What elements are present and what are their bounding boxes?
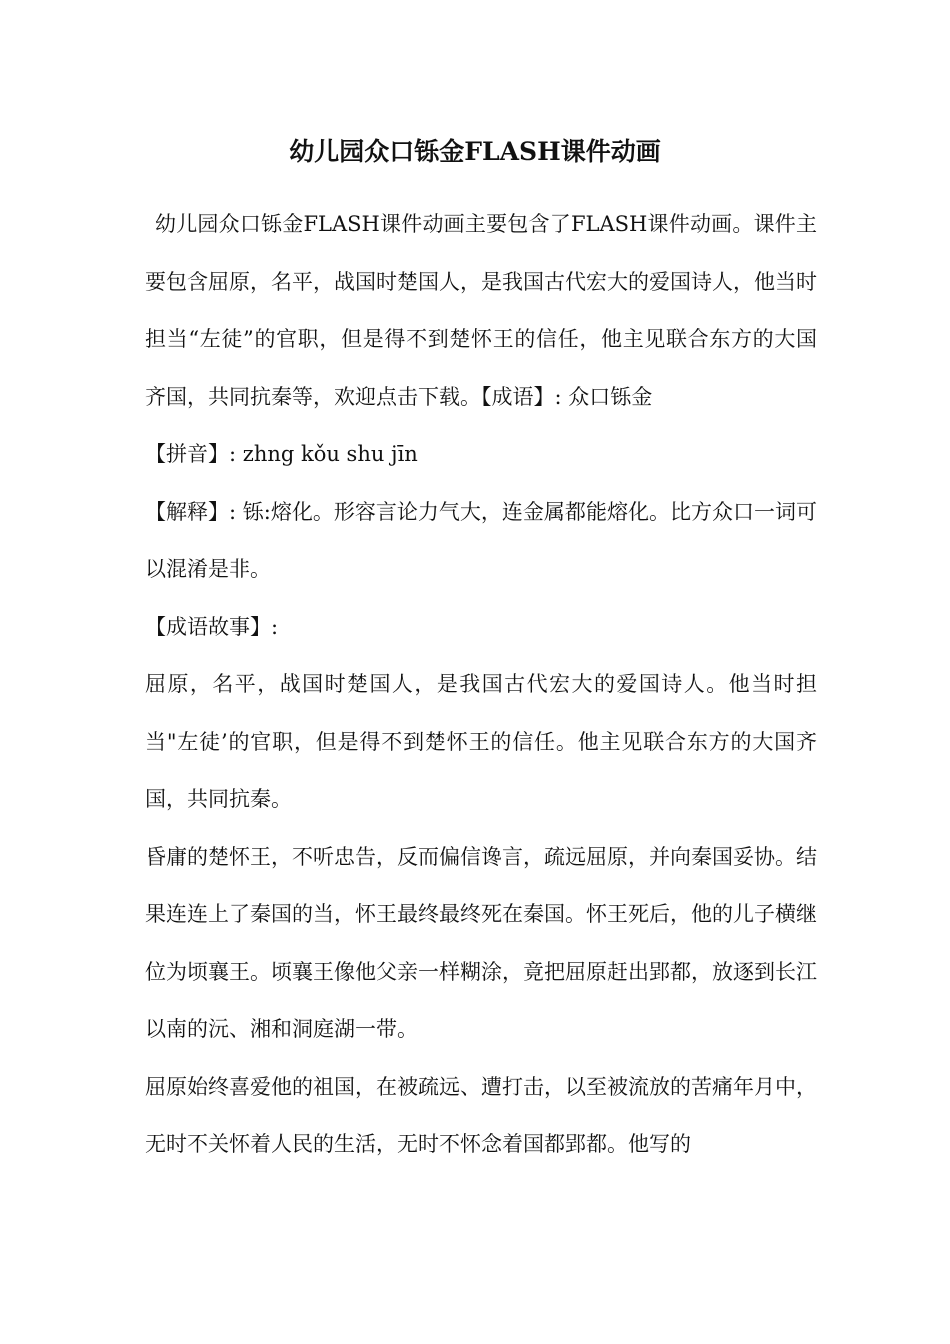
explanation-paragraph: 【解释】: 铄:熔化。形容言论力气大，连金属都能熔化。比方众口一词可以混淆是非。 — [145, 499, 817, 581]
intro-paragraph: 幼儿园众口铄金FLASH课件动画主要包含了FLASH课件动画。课件主要包含屈原，名平，战国时楚国人，是我国古代宏大的爱国诗人，他当时担当“左徒”的官职，但是得不到楚怀王的信任，他主见联合东方的大国齐国，共同抗秦等，欢迎点击下载。【成语】: 众口铄金 — [145, 212, 817, 409]
pinyin-paragraph: 【拼音】: zhng kǒu shu jīn — [145, 442, 418, 466]
story-paragraph-2: 昏庸的楚怀王，不听忠告，反而偏信谗言，疏远屈原，并向秦国妥协。结果连连上了秦国的当，怀王最终最终死在秦国。怀王死后，他的儿子横继位为顷襄王。顷襄王像他父亲一样糊涂，竟把屈原赶出郢都，放逐到长江以南的沅、湘和洞庭湖一带。 — [145, 844, 817, 1041]
story-heading: 【成语故事】: — [145, 614, 279, 639]
story-paragraph-1: 屈原，名平，战国时楚国人，是我国古代宏大的爱国诗人。他当时担当"左徒’的官职，但是得不到楚怀王的信任。他主见联合东方的大国齐国，共同抗秦。 — [145, 672, 817, 811]
document-body — [145, 196, 817, 1174]
story-paragraph-3: 屈原始终喜爱他的祖国，在被疏远、遭打击，以至被流放的苦痛年月中，无时不关怀着人民的生活，无时不怀念着国都郢都。他写的 — [145, 1074, 817, 1156]
document-title: 幼儿园众口铄金FLASH课件动画 — [289, 137, 661, 166]
